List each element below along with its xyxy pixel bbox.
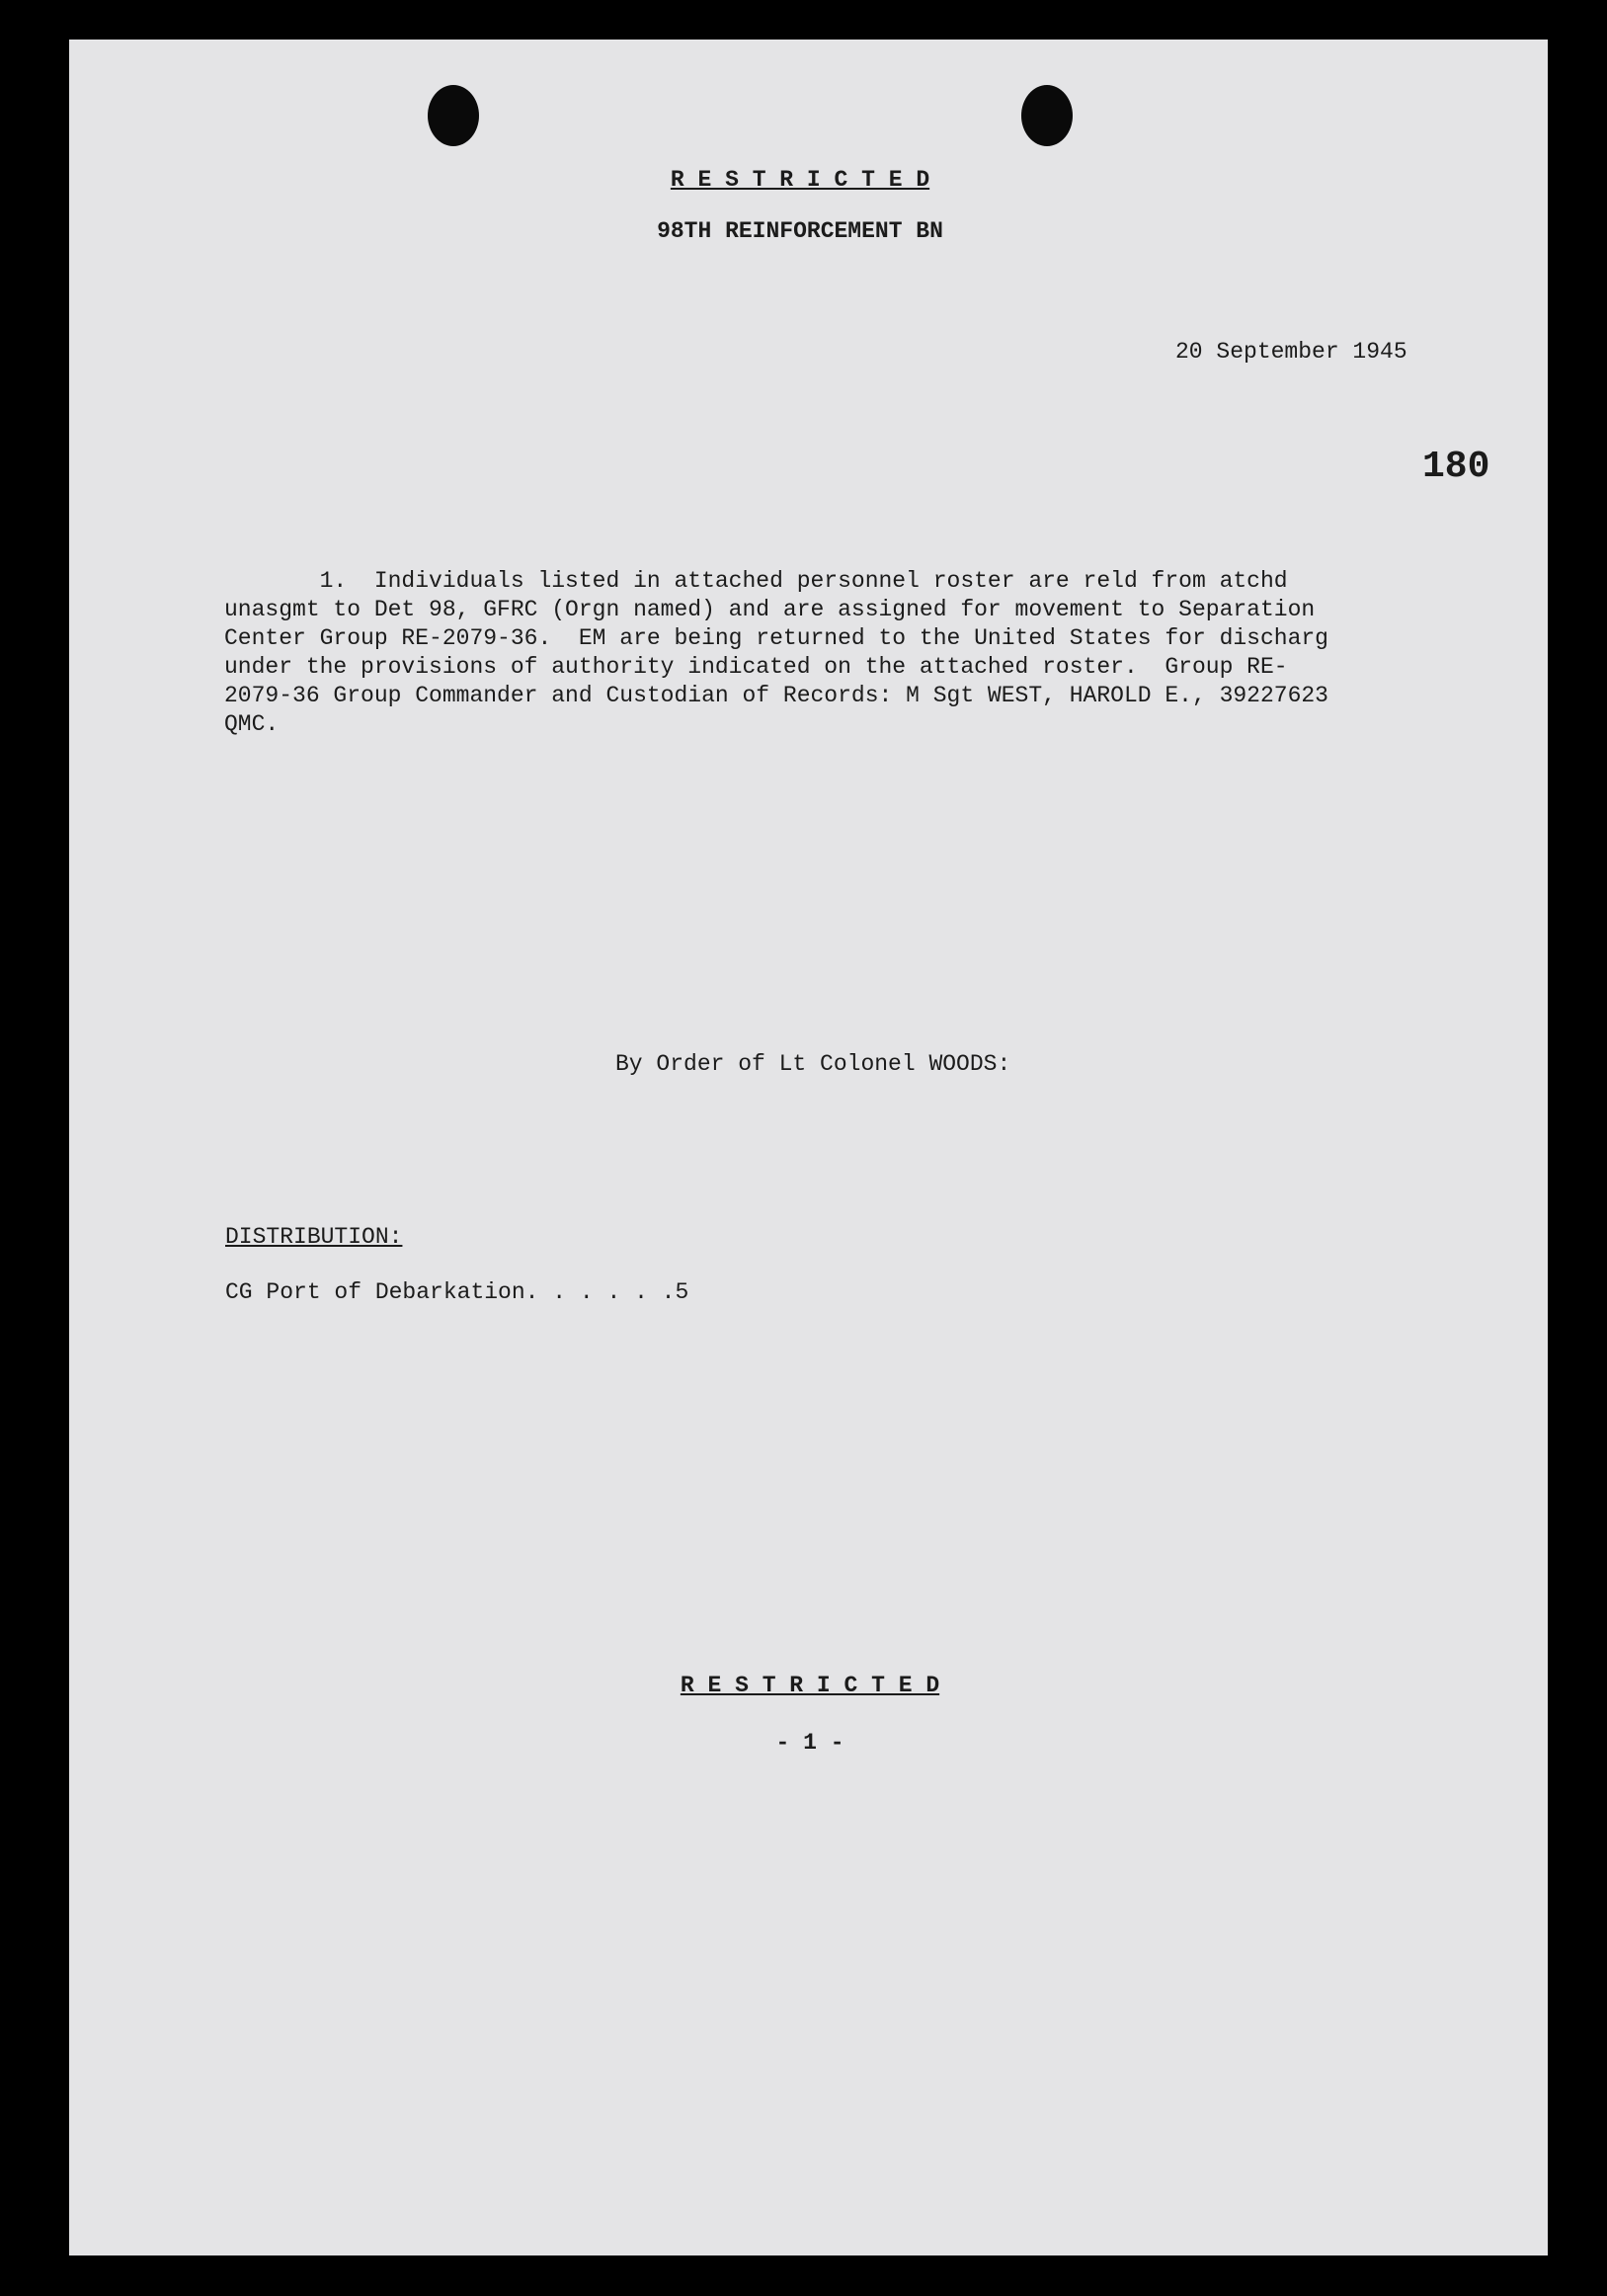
paragraph-line: under the provisions of authority indicated on the attached roster. Group RE- — [224, 654, 1288, 680]
document-date: 20 September 1945 — [1175, 339, 1407, 365]
page-number: - 1 - — [775, 1730, 844, 1756]
by-order-line: By Order of Lt Colonel WOODS: — [615, 1051, 1011, 1077]
distribution-heading: DISTRIBUTION: — [225, 1224, 403, 1250]
paragraph-line: 1. Individuals listed in attached personnel roster are reld from atchd — [224, 568, 1288, 594]
distribution-row: CG Port of Debarkation. . . . . .5 — [225, 1279, 689, 1305]
classification-bottom: R E S T R I C T E D — [680, 1673, 940, 1698]
paragraph-line: Center Group RE-2079-36. EM are being returned to the United States for discharg — [224, 625, 1328, 651]
punch-hole-right — [1021, 85, 1073, 146]
paragraph-line: unasgmt to Det 98, GFRC (Orgn named) and are assigned for movement to Separation — [224, 597, 1316, 622]
paragraph-line: QMC. — [224, 711, 280, 737]
page-mark: 180 — [1422, 446, 1490, 488]
document-page — [69, 40, 1548, 2255]
org-line-1: 98TH REINFORCEMENT BN — [657, 218, 943, 244]
punch-hole-left — [428, 85, 479, 146]
paragraph-line: 2079-36 Group Commander and Custodian of Records: M Sgt WEST, HAROLD E., 39227623 — [224, 683, 1328, 708]
classification-top: R E S T R I C T E D — [670, 167, 930, 193]
